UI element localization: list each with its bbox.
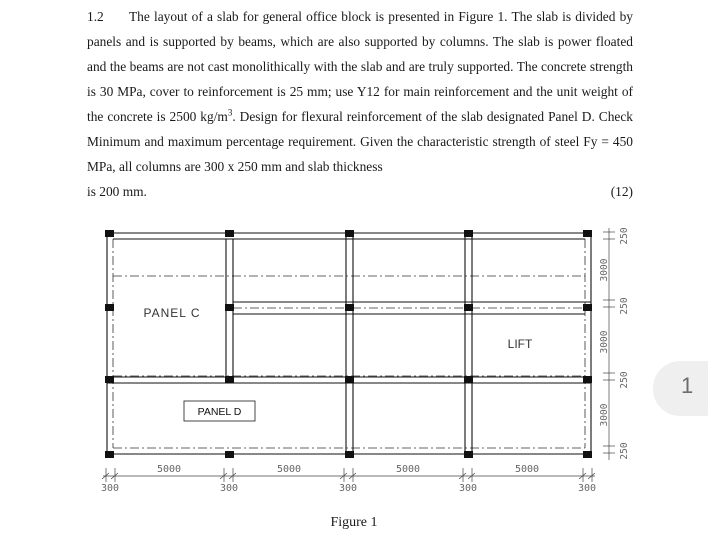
span-dim-4: 5000 — [514, 464, 540, 475]
side-span-dim-2: 3000 — [599, 330, 610, 354]
span-dim-3: 5000 — [395, 464, 421, 475]
column-dim-5: 300 — [577, 483, 597, 494]
figure-caption: Figure 1 — [330, 515, 378, 530]
side-span-dim-3: 3000 — [599, 403, 610, 427]
beam-dim-2: 250 — [619, 297, 630, 315]
span-dim-2: 5000 — [276, 464, 302, 475]
column-dim-3: 300 — [338, 483, 358, 494]
beam-dim-4: 250 — [619, 442, 630, 460]
column-dim-4: 300 — [458, 483, 478, 494]
page-number: 1 — [681, 373, 694, 398]
column-dim-1: 300 — [100, 483, 120, 494]
question-marks: (12) — [610, 184, 633, 199]
lift-label: LIFT — [507, 337, 533, 351]
span-dim-1: 5000 — [156, 464, 182, 475]
unit-superscript: 3 — [227, 107, 233, 118]
column-dim-2: 300 — [219, 483, 239, 494]
question-body-continued: . Design for flexural reinforcement of the slab designated Panel D. Check Minimum and maximum percentage requirement. Given the characteristic strength of steel Fy = 450 MPa, all columns are 300 x 250 mm and slab thickness — [87, 109, 633, 174]
page-indicator[interactable] — [653, 361, 708, 416]
panel-d-label: PANEL D — [197, 406, 242, 418]
panel-c-label: PANEL C — [143, 306, 201, 320]
beam-dim-3: 250 — [619, 371, 630, 389]
question-number: 1.2 — [87, 9, 104, 24]
question-body: The layout of a slab for general office block is presented in Figure 1. The slab is divided by panels and is supported by beams, which are also supported by columns. The slab is power floated and the beams are not cast monolithically with the slab and are truly supported. The concrete strength is 30 MPa, cover to reinforcement is 25 mm; use Y12 for main reinforcement and the unit weight of the concrete is 2500 kg/m — [87, 9, 633, 124]
side-span-dim-1: 3000 — [599, 258, 610, 282]
question-last-text: is 200 mm. — [87, 184, 147, 199]
beam-dim-1: 250 — [619, 227, 630, 245]
